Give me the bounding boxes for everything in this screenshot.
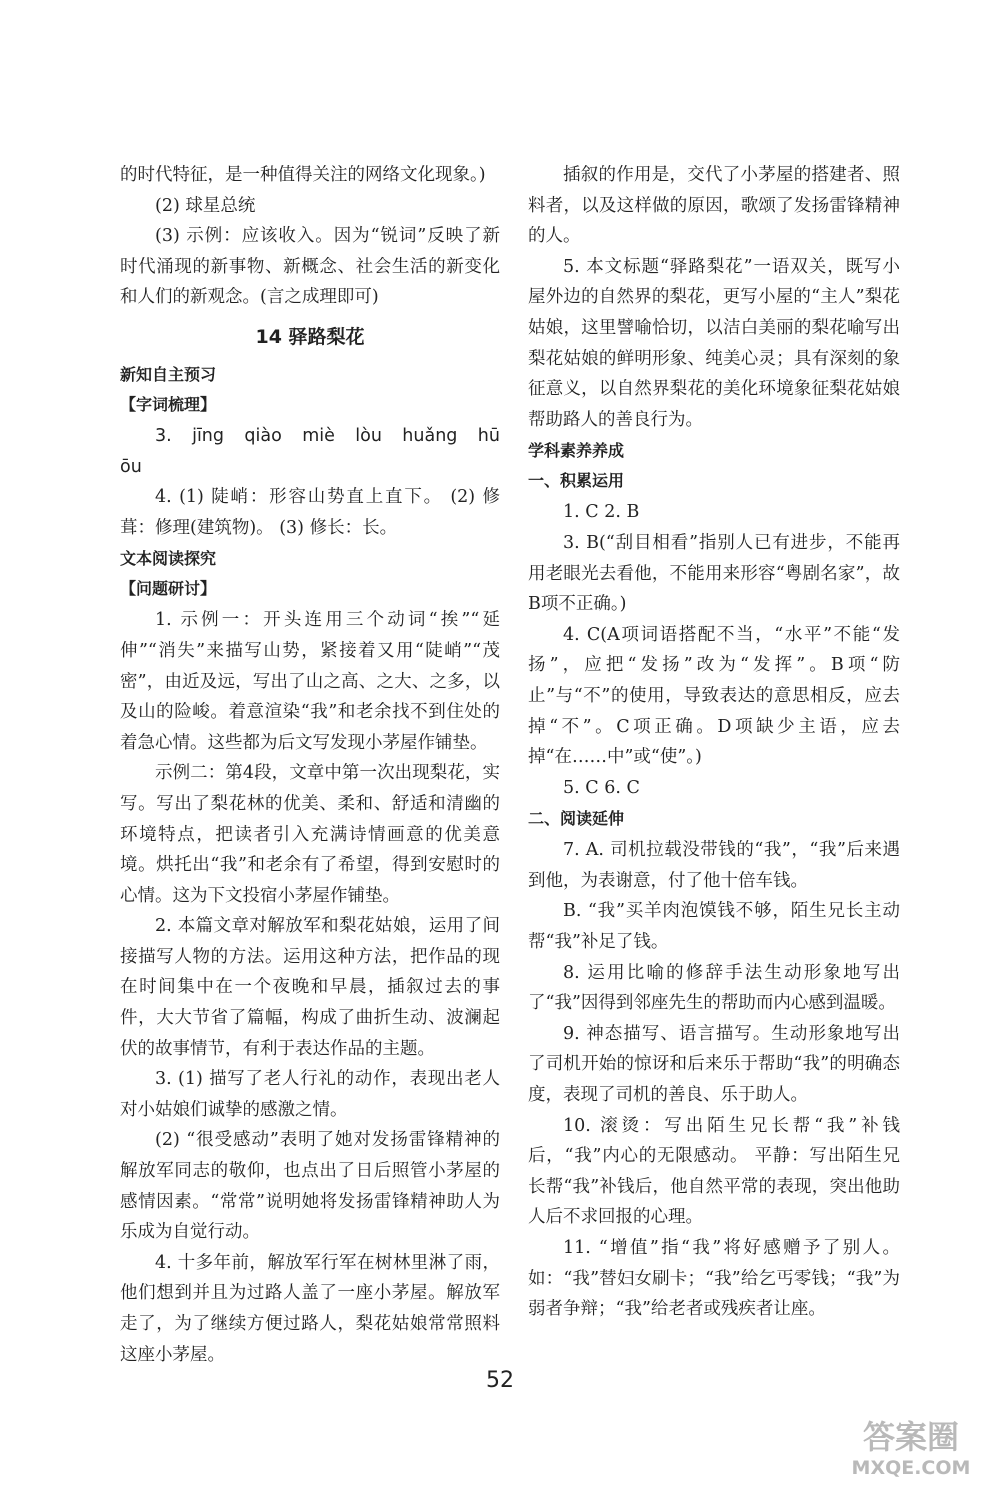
section-heading: 学科素养养成 — [528, 441, 625, 461]
paragraph: 的时代特征，是一种值得关注的网络文化现象。) — [120, 165, 486, 185]
paragraph: 4. C(A项词语搭配不当，“水平”不能“发扬”，应把“发扬”改为“发挥”。B项“防止”与“不”的使用，导致表达的意思相反，应去掉“不”。C项正确。D项缺少主语，应去掉“在……中”或“使”。) — [528, 624, 900, 768]
paragraph: 插叙的作用是，交代了小茅屋的搭建者、照料者，以及这样做的原因，歌颂了发扬雷锋精神的人。 — [528, 165, 900, 247]
paragraph: 7. A. 司机拉载没带钱的“我”，“我”后来遇到他，为表谢意，付了他十倍车钱。 — [528, 840, 900, 891]
watermark-url: MXQE.COM — [851, 1457, 971, 1479]
subsection-heading: 二、阅读延伸 — [528, 809, 625, 829]
paragraph: 10. 滚烫：写出陌生兄长帮“我”补钱后，“我”内心的无限感动。 平静：写出陌生兄长帮“我”补钱后，他自然平常的表现，突出他助人后不求回报的心理。 — [528, 1115, 900, 1228]
paragraph: 9. 神态描写、语言描写。生动形象地写出了司机开始的惊讶和后来乐于帮助“我”的明确态度，表现了司机的善良、乐于助人。 — [528, 1023, 900, 1106]
section-heading: 新知自主预习 — [120, 364, 217, 384]
paragraph: (2) 球星总统 — [155, 195, 256, 216]
page-number: 52 — [486, 1368, 514, 1393]
watermark-logo — [826, 1412, 996, 1482]
paragraph: 3. (1) 描写了老人行礼的动作，表现出老人对小姑娘们诚挚的感激之情。 — [120, 1069, 500, 1120]
lesson-title: 14 驿路梨花 — [255, 325, 365, 348]
paragraph: 4. 十多年前，解放军行军在树林里淋了雨，他们想到并且为过路人盖了一座小茅屋。解放军走了，为了继续方便过路人，梨花姑娘常常照料这座小茅屋。 — [120, 1252, 500, 1365]
watermark-text: 答案圈 — [862, 1418, 960, 1456]
paragraph: 2. 本篇文章对解放军和梨花姑娘，运用了间接描写人物的方法。运用这种方法，把作品的现在时间集中在一个夜晚和早晨，插叙过去的事件，大大节省了篇幅，构成了曲折生动、波澜起伏的故事情节，有利于表达作品的主题。 — [120, 916, 500, 1059]
paragraph: 5. C 6. C — [563, 777, 640, 798]
subsection-heading: 【字词梳理】 — [120, 394, 217, 414]
pinyin-answer: 3. jīng qiào miè lòu huǎng hū ōu — [120, 425, 500, 477]
paragraph: 1. C 2. B — [563, 502, 640, 523]
paragraph: 3. B(“刮目相看”指别人已有进步，不能再用老眼光去看他，不能用来形容“粤剧名家”，故B项不正确。) — [528, 532, 900, 615]
paragraph: (3) 示例：应该收入。因为“锐词”反映了新时代涌现的新事物、新概念、社会生活的新变化和人们的新观念。(言之成理即可) — [120, 226, 500, 308]
paragraph: 4. (1) 陡峭：形容山势直上直下。 (2) 修葺：修理(建筑物)。 (3) 修长：长。 — [120, 487, 500, 538]
section-heading: 文本阅读探究 — [120, 549, 217, 569]
paragraph: 1. 示例一：开头连用三个动词“挨”“延伸”“消失”来描写山势，紧接着又用“陡峭”“茂密”，由近及远，写出了山之高、之大、之多，以及山的险峻。着意渲染“我”和老余找不到住处的着急心情。这些都为后文写发现小茅屋作铺垫。 — [120, 610, 500, 753]
left-column — [120, 160, 500, 1370]
paragraph: (2) “很受感动”表明了她对发扬雷锋精神的解放军同志的敬仰，也点出了日后照管小茅屋的感情因素。“常常”说明她将发扬雷锋精神助人为乐成为自觉行动。 — [120, 1130, 500, 1243]
subsection-heading: 【问题研讨】 — [120, 579, 217, 599]
paragraph: B. “我”买羊肉泡馍钱不够，陌生兄长主动帮“我”补足了钱。 — [528, 901, 900, 953]
paragraph: 5. 本文标题“驿路梨花”一语双关，既写小屋外边的自然界的梨花，更写小屋的“主人”梨花姑娘，这里譬喻恰切，以洁白美丽的梨花喻写出梨花姑娘的鲜明形象、纯美心灵；具有深刻的象征意义，以自然界梨花的美化环境象征梨花姑娘帮助路人的善良行为。 — [528, 256, 900, 430]
paragraph: 11. “增值”指“我”将好感赠予了别人。如：“我”替妇女刷卡；“我”给乞丐零钱；“我”为弱者争辩；“我”给老者或残疾者让座。 — [528, 1238, 900, 1320]
subsection-heading: 一、积累运用 — [528, 471, 625, 491]
right-column — [528, 160, 900, 1325]
paragraph: 示例二：第4段，文章中第一次出现梨花，实写。写出了梨花林的优美、柔和、舒适和清幽的环境特点，把读者引入充满诗情画意的优美意境。烘托出“我”和老余有了希望，得到安慰时的心情。这为下文投宿小茅屋作铺垫。 — [120, 763, 500, 906]
paragraph: 8. 运用比喻的修辞手法生动形象地写出了“我”因得到邻座先生的帮助而内心感到温暖。 — [528, 962, 900, 1014]
